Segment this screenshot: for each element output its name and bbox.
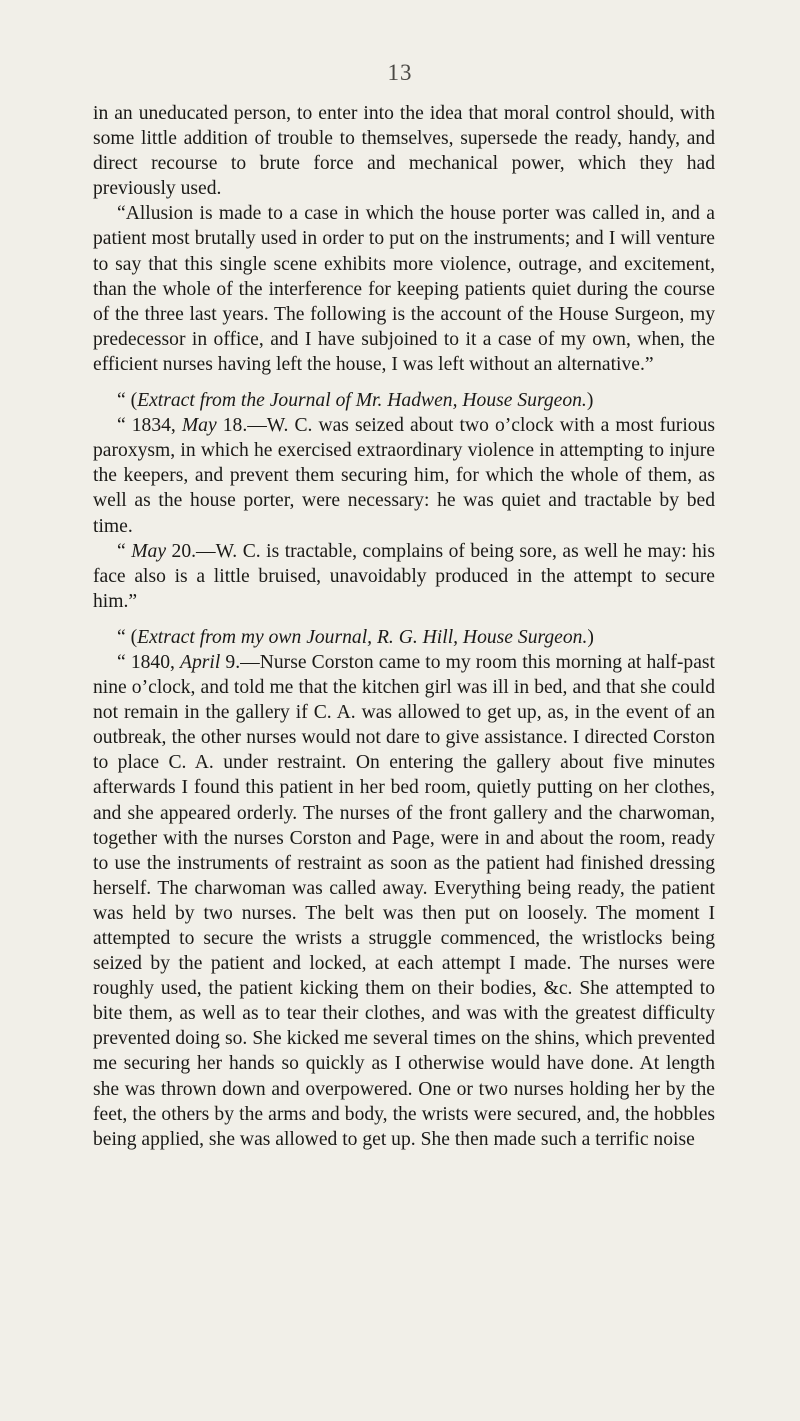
paragraph-text: “Allusion is made to a case in which the house porter was called in, and a patient most brutally used in order to put on the instruments; and I will venture to say that this single scene exhibits more violence, outrage, and excitement, than the whole of the interference for keeping patients quiet during the course of the three last years. The following is the account of the House Surgeon, my predecessor in office, and I have subjoined to it a case of my own, when, the efficient nurses having left the house, I was left without an alternative.” bbox=[93, 203, 715, 375]
entry-month: April bbox=[180, 651, 221, 673]
entry-date: “ 1834, bbox=[117, 415, 182, 437]
journal-heading bbox=[93, 625, 715, 650]
heading-title: Extract from my own Journal, R. G. Hill, House Surgeon. bbox=[137, 626, 588, 648]
heading-title: Extract from the Journal of Mr. Hadwen, House Surgeon. bbox=[137, 390, 587, 412]
page-number: 13 bbox=[387, 60, 413, 85]
heading-close: ) bbox=[586, 390, 594, 412]
entry-text: 9.—Nurse Corston came to my room this morning at half-past nine o’clock, and told me that the kitchen girl was ill in bed, and that she could not remain in the gallery if C. A. was allowed to get up, as, in the event of an outbreak, the other nurses would not dare to give assistance. I directed Corston to place C. A. under restraint. On entering the gallery about five minutes afterwards I found this patient in her bed room, quietly putting on her clothes, and she appeared orderly. The nurses of the front gallery and the charwoman, together with the nurses Corston and Page, were in and about the room, ready to use the instruments of restraint as soon as the patient had finished dressing herself. The charwoman was called away. Everything being ready, the patient was held by two nurses. The belt was then put on loosely. The moment I attempted to secure the wrists a struggle commenced, the wristlocks being seized by the patient and locked, at each attempt I made. The nurses were roughly used, the patient kicking them on their bodies, &c. She attempted to bite them, as well as to tear their clothes, and was with the greatest difficulty prevented doing so. She kicked me several times on the shins, which prevented me securing her hands so quickly as I otherwise would have done. At length she was thrown down and overpowered. One or two nurses holding her by the feet, the others by the arms and body, the wrists were secured, and, the hobbles being applied, she was allowed to get up. She then made such a terrific noise bbox=[93, 651, 715, 1150]
journal-entry bbox=[93, 413, 715, 538]
entry-text: 20.—W. C. is tractable, complains of being sore, as well he may: his face also is a little bruised, unavoidably produced in the attempt to secure him.” bbox=[93, 540, 715, 612]
paragraph bbox=[93, 101, 715, 201]
heading-open: “ ( bbox=[117, 626, 138, 648]
heading-close: ) bbox=[587, 626, 594, 648]
journal-entry bbox=[93, 539, 715, 614]
heading-open: “ ( bbox=[117, 390, 138, 412]
body-text bbox=[93, 101, 715, 1152]
entry-text: 18.—W. C. was seized about two o’clock with a most furious paroxysm, in which he exercised extraordinary violence in attempting to injure the keepers, and prevent them securing him, for which the whole of them, as well as the house porter, were necessary: he was quiet and tractable by bed time. bbox=[93, 415, 715, 537]
paragraph-text: in an uneducated person, to enter into the idea that moral control should, with some little addition of trouble to themselves, supersede the ready, handy, and direct recourse to brute force and mechanical power, which they had previously used. bbox=[93, 103, 715, 200]
entry-date: “ 1840, bbox=[117, 651, 181, 673]
paragraph bbox=[93, 201, 715, 377]
journal-entry bbox=[93, 650, 715, 1152]
journal-heading bbox=[93, 388, 715, 413]
entry-month: May bbox=[181, 415, 217, 437]
entry-quote: “ bbox=[117, 540, 132, 562]
entry-month: May bbox=[131, 540, 167, 562]
